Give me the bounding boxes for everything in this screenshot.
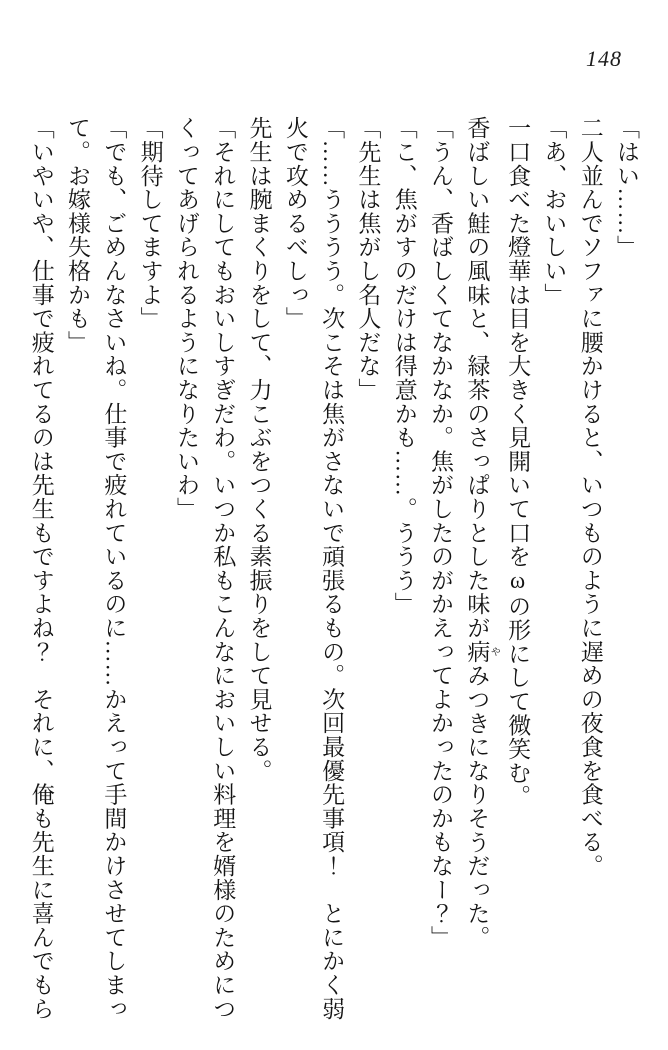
text-run: の形にして微笑む。 [505, 594, 531, 809]
text-run: 香ばしい鮭の風味と、緑茶のさっぱりとした味が [464, 116, 490, 640]
ruby-annotation [464, 639, 500, 664]
paragraph: 「先生は焦がし名人だな」 [355, 116, 381, 402]
paragraph: 二人並んでソファに腰かけると、いつものように遅めの夜食を食べる。 [577, 116, 603, 878]
paragraph [458, 116, 499, 1041]
paragraph: 「あ、おいしい」 [541, 116, 567, 307]
text-block [22, 116, 644, 1041]
paragraph: 「期待してますよ」 [137, 116, 163, 331]
paragraph: 「……うううう。次こそは焦がさないで頑張るもの。次回最優先事項！ とにかく弱火で攻めるべしっ」 [282, 116, 345, 1021]
paragraph [499, 116, 535, 1041]
ruby-base: 病 [464, 639, 490, 664]
paragraph: 「こ、焦がすのだけは得意かも……。ううう」 [391, 116, 417, 616]
text-run: 一口食べた燈華は目を大きく見開いて口を [505, 116, 531, 569]
omega-glyph: ω [505, 568, 531, 595]
paragraph: 「うん、香ばしくてなかなか。焦がしたのがかえってよかったのかもなー？」 [428, 116, 454, 949]
page-number: 148 [586, 46, 622, 71]
paragraph: 「いやいや、仕事で疲れてるのは先生もですよね？ それに、俺も先生に喜んでもら [28, 116, 54, 1021]
paragraph: 「はい……」 [614, 116, 639, 259]
ruby-furigana: や [488, 639, 500, 664]
paragraph: 「でも、ごめんなさいね。仕事で疲れているのに……かえって手間かけさせてしまって。お嫁様失格かも」 [65, 116, 127, 1021]
text-run: みつきになりそうだった。 [464, 663, 490, 950]
paragraph: 「それにしてもおいしすぎだわ。いつか私もこんなにおいしい料理を婿様のためにつくってあげられるようになりたいわ」 [173, 116, 236, 1021]
paragraph: 先生は腕まくりをして、力こぶをつくる素振りをして見せる。 [246, 116, 272, 783]
